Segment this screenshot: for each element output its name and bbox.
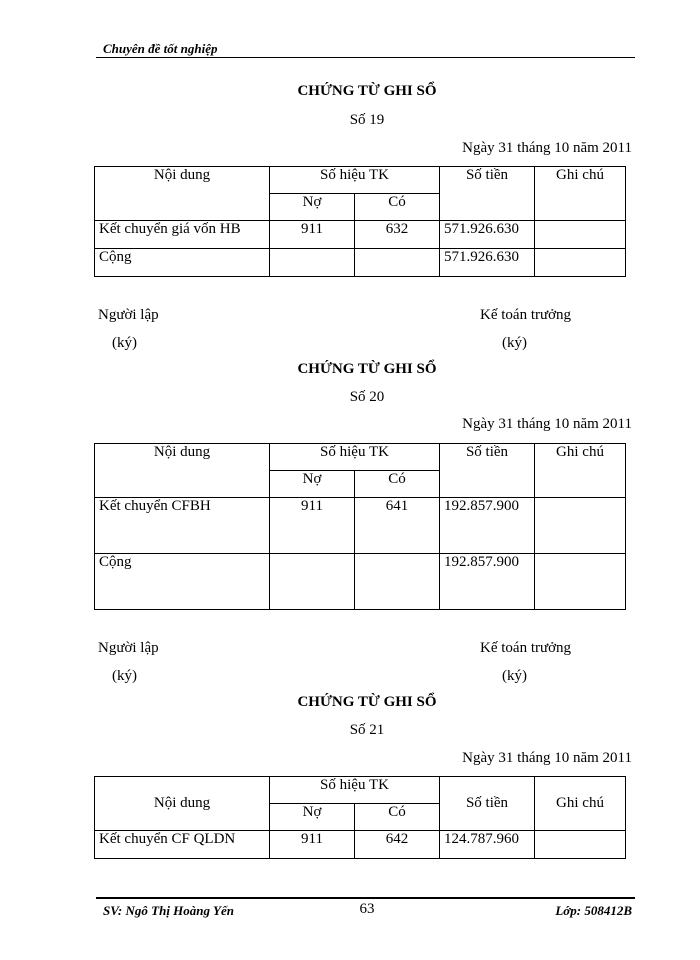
col-header-note: Ghi chú (535, 444, 626, 498)
row-amount: 124.787.960 (440, 831, 535, 859)
voucher-table (94, 776, 626, 859)
total-row (95, 249, 626, 277)
row-debit: 911 (270, 498, 355, 554)
signature-preparer-sign: (ký) (112, 335, 137, 351)
signature-chief-accountant: Kế toán trưởng (480, 307, 572, 323)
total-label: Cộng (95, 249, 270, 277)
voucher-table (94, 443, 626, 610)
col-header-amount: Số tiền (440, 444, 535, 498)
row-note (535, 498, 626, 554)
table-row (95, 831, 626, 859)
row-content: Kết chuyển CFBH (95, 498, 270, 554)
col-header-credit: Có (355, 471, 440, 498)
page-number: 63 (359, 901, 375, 917)
footer-rule (96, 897, 635, 899)
voucher-number: Số 21 (349, 722, 385, 738)
voucher-title: CHỨNG TỪ GHI SỔ (297, 83, 437, 99)
total-label: Cộng (95, 554, 270, 610)
row-note (535, 221, 626, 249)
col-header-credit: Có (355, 194, 440, 221)
voucher-date: Ngày 31 tháng 10 năm 2011 (462, 140, 632, 156)
voucher-date: Ngày 31 tháng 10 năm 2011 (462, 416, 632, 432)
col-header-note: Ghi chú (535, 167, 626, 221)
col-header-note: Ghi chú (535, 777, 626, 831)
signature-chief-sign: (ký) (502, 335, 527, 351)
voucher-table (94, 166, 626, 277)
col-header-credit: Có (355, 804, 440, 831)
col-header-debit: Nợ (270, 804, 355, 831)
footer-student: SV: Ngô Thị Hoàng Yến (103, 903, 234, 918)
signature-preparer-sign: (ký) (112, 668, 137, 684)
signature-preparer: Người lập (98, 307, 159, 323)
row-credit: 642 (355, 831, 440, 859)
footer-class: Lớp: 508412B (555, 903, 632, 918)
voucher-number: Số 19 (349, 112, 385, 128)
col-header-account: Số hiệu TK (270, 777, 440, 804)
col-header-content: Nội dung (95, 167, 270, 221)
voucher-title: CHỨNG TỪ GHI SỔ (297, 694, 437, 710)
row-credit: 641 (355, 498, 440, 554)
col-header-content: Nội dung (95, 777, 270, 831)
row-note (535, 831, 626, 859)
col-header-debit: Nợ (270, 194, 355, 221)
signature-preparer: Người lập (98, 640, 159, 656)
voucher-title: CHỨNG TỪ GHI SỔ (297, 361, 437, 377)
table-row (95, 498, 626, 554)
voucher-number: Số 20 (349, 389, 385, 405)
header-rule (96, 57, 635, 58)
total-amount: 192.857.900 (440, 554, 535, 610)
col-header-debit: Nợ (270, 471, 355, 498)
row-debit: 911 (270, 831, 355, 859)
col-header-amount: Số tiền (440, 777, 535, 831)
col-header-account: Số hiệu TK (270, 444, 440, 471)
document-header-title: Chuyên đề tốt nghiệp (103, 41, 218, 56)
row-content: Kết chuyển giá vốn HB (95, 221, 270, 249)
col-header-amount: Số tiền (440, 167, 535, 221)
row-content: Kết chuyển CF QLDN (95, 831, 270, 859)
voucher-date: Ngày 31 tháng 10 năm 2011 (462, 750, 632, 766)
total-amount: 571.926.630 (440, 249, 535, 277)
col-header-content: Nội dung (95, 444, 270, 498)
signature-chief-sign: (ký) (502, 668, 527, 684)
row-amount: 571.926.630 (440, 221, 535, 249)
col-header-account: Số hiệu TK (270, 167, 440, 194)
row-amount: 192.857.900 (440, 498, 535, 554)
table-row (95, 221, 626, 249)
row-credit: 632 (355, 221, 440, 249)
total-row (95, 554, 626, 610)
signature-chief-accountant: Kế toán trưởng (480, 640, 572, 656)
row-debit: 911 (270, 221, 355, 249)
